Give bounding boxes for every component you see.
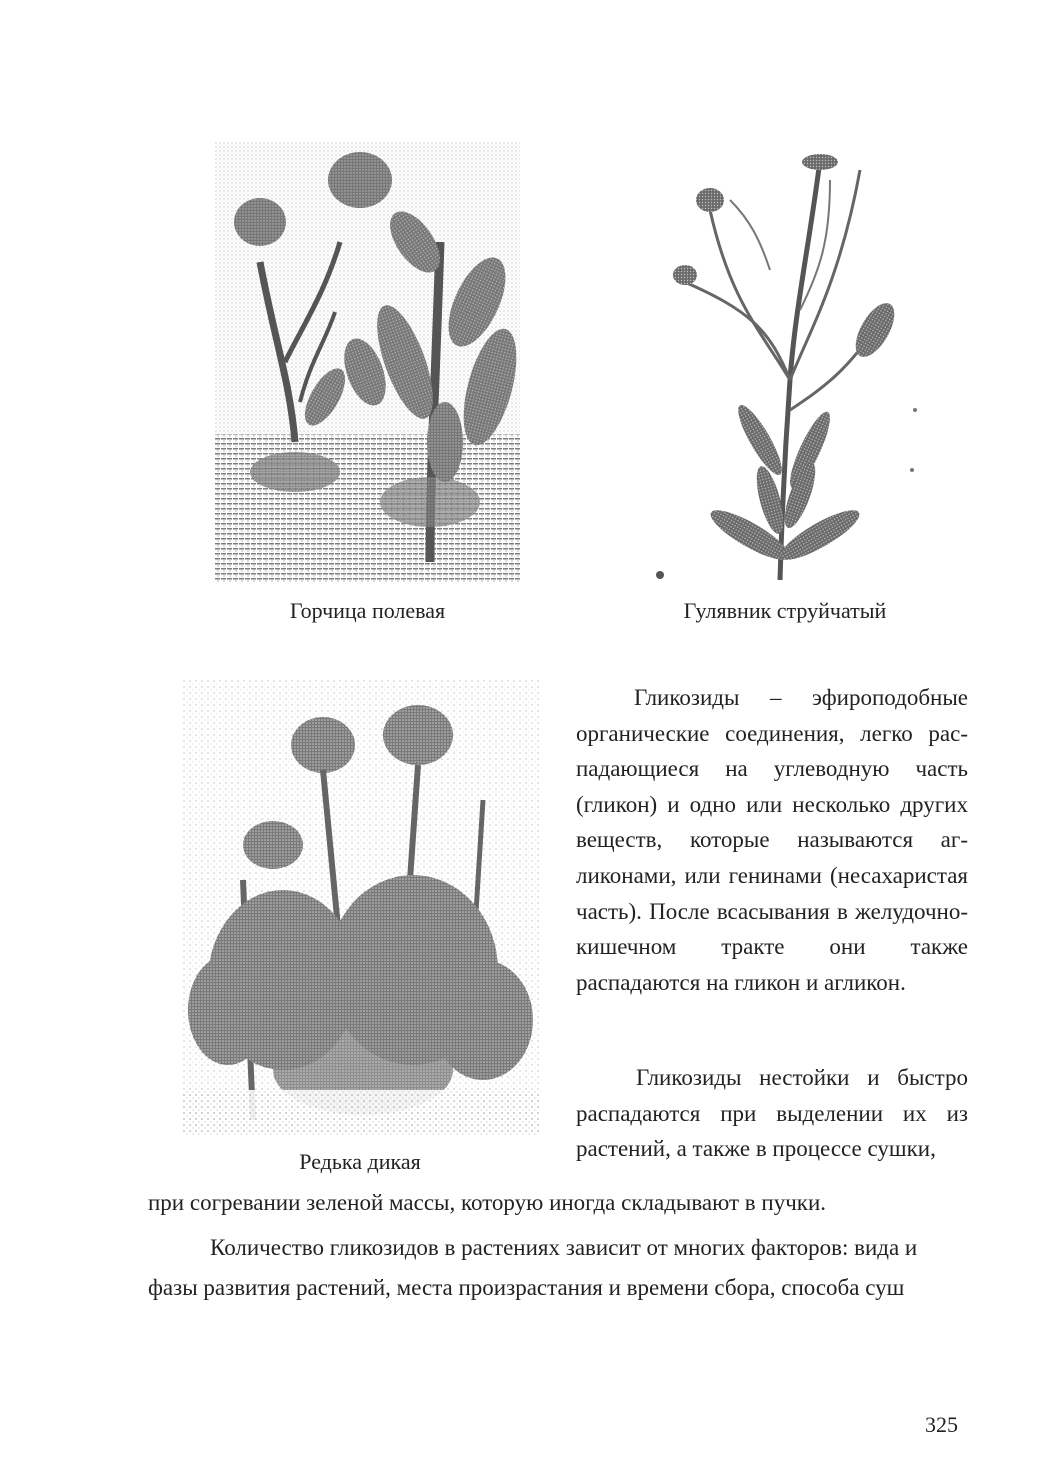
paragraph-glycosides-instability (576, 1060, 968, 1167)
text-line: фазы развития растений, места произрастания и времени сбора, способа суш (148, 1275, 905, 1300)
wild-radish-plant-illustration (183, 680, 540, 1135)
mustard-plant-illustration (215, 142, 520, 582)
text-line: Количество гликозидов в растениях зависит от многих факторов: вида и (210, 1235, 918, 1260)
figure-mustard (215, 142, 520, 582)
paragraph-glycosides-definition (576, 680, 968, 1000)
figure-hedge-mustard (650, 150, 930, 585)
figure-caption-mustard: Горчица полевая (289, 598, 446, 623)
figure-caption-wild-radish: Редька дикая (299, 1149, 421, 1174)
text-line: при согревании зеленой массы, которую иногда складывают в пучки. (148, 1190, 827, 1215)
figure-wild-radish (183, 680, 540, 1135)
page-number: 325 (925, 1412, 958, 1437)
paragraph-text: Гликозиды – эфироподобные органические соединения, легко распадающиеся на углеводную часть (гликон) и одно или несколько других веществ, которые называются агликонами, или генинами (несахаристая часть). После всасывания в желудочно-кишечном тракте они также распадаются на гликон и агликон. (576, 685, 968, 995)
paragraph-text: Гликозиды нестойки и быстро распадаются при выделении их из растений, а также в процессе сушки, (576, 1065, 968, 1162)
hedge-mustard-plant-illustration (650, 150, 930, 585)
figure-caption-hedge-mustard: Гулявник струйчатый (683, 598, 887, 623)
